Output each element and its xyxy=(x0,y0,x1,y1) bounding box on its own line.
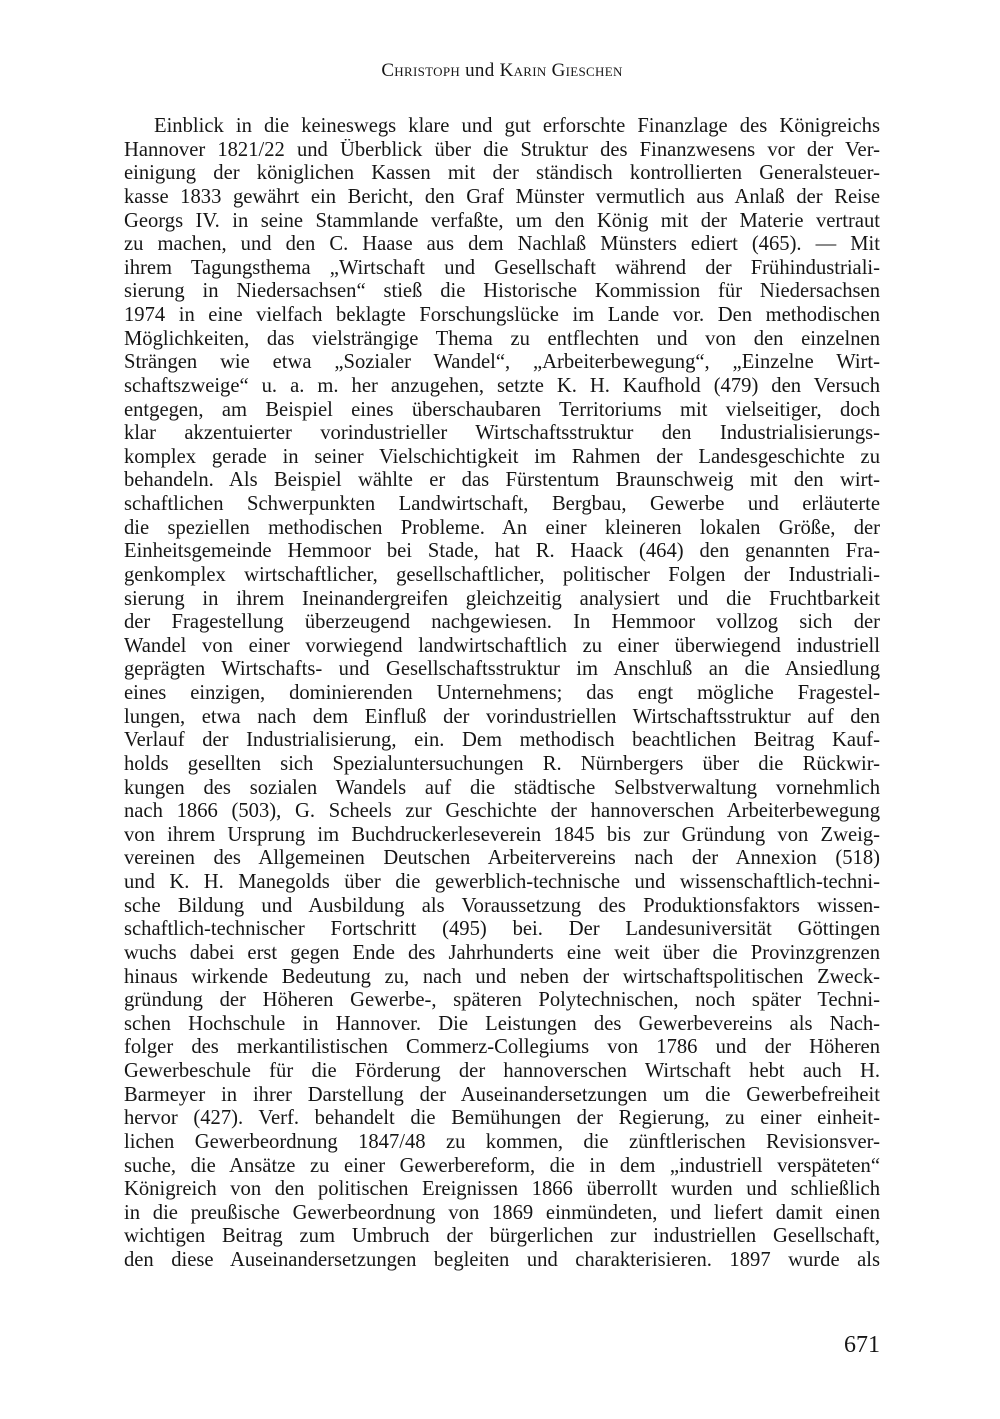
text-line: kasse 1833 gewährt ein Bericht, den Graf Münster vermutlich aus Anlaß der Reise xyxy=(124,185,880,208)
text-line: sche Bildung und Ausbildung als Voraussetzung des Produktionsfaktors wissen- xyxy=(124,894,880,917)
text-line: Wandel von einer vorwiegend landwirtschaftlich zu einer überwiegend industriell xyxy=(124,634,880,657)
text-line: eines einzigen, dominierenden Unternehmens; das engt mögliche Fragestel- xyxy=(124,682,880,704)
text-line: nach 1866 (503), G. Scheels zur Geschichte der hannoverschen Arbeiterbewegung xyxy=(124,800,880,823)
text-line: hinaus wirkende Bedeutung zu, nach und neben der wirtschaftspolitischen Zweck- xyxy=(124,965,880,988)
text-line: ihrem Tagungsthema „Wirtschaft und Gesellschaft während der Frühindustriali- xyxy=(124,256,880,279)
running-head-author-b: Karin xyxy=(499,60,547,81)
text-line: Möglichkeiten, das vielsträngige Thema zu entflechten und von den einzelnen xyxy=(124,327,880,350)
text-line: der Fragestellung überzeugend nachgewiesen. In Hemmoor vollzog sich der xyxy=(124,611,880,634)
text-line: holds gesellten sich Spezialuntersuchungen R. Nürnbergers über die Rückwir- xyxy=(124,752,880,775)
text-line: vereinen des Allgemeinen Deutschen Arbeitervereins nach der Annexion (518) xyxy=(124,847,880,870)
text-line: lungen, etwa nach dem Einfluß der vorindustriellen Wirtschaftsstruktur auf den xyxy=(124,705,880,728)
text-line: Königreich von den politischen Ereignissen 1866 überrollt wurden und schließlich xyxy=(124,1178,880,1201)
text-line: folger des merkantilistischen Commerz-Collegiums von 1786 und der Höheren xyxy=(124,1036,880,1059)
text-line: wuchs dabei erst gegen Ende des Jahrhunderts eine weit über die Provinzgrenzen xyxy=(124,941,880,964)
text-line: Einheitsgemeinde Hemmoor bei Stade, hat R. Haack (464) den genannten Fra- xyxy=(124,540,880,563)
page-number: 671 xyxy=(844,1332,880,1358)
text-line: wichtigen Beitrag zum Umbruch der bürgerlichen zur industriellen Gesellschaft, xyxy=(124,1225,880,1248)
text-line: Barmeyer in ihrer Darstellung der Auseinandersetzungen um die Gewerbefreiheit xyxy=(124,1083,880,1106)
text-line: schen Hochschule in Hannover. Die Leistungen des Gewerbevereins als Nach- xyxy=(124,1012,880,1035)
text-line: einigung der königlichen Kassen mit der ständisch kontrollierten Generalsteuer- xyxy=(124,162,880,185)
running-head-surname: Gieschen xyxy=(551,60,623,81)
text-line: klar akzentuierter vorindustrieller Wirtschaftsstruktur den Industrialisierungs- xyxy=(124,422,880,445)
text-line: entgegen, am Beispiel eines überschaubaren Territoriums mit vielseitiger, doch xyxy=(124,398,880,421)
text-line: lichen Gewerbeordnung 1847/48 zu kommen, die zünftlerischen Revisionsver- xyxy=(124,1130,880,1153)
text-line: sierung in ihrem Ineinandergreifen gleichzeitig analysiert und die Fruchtbarkeit xyxy=(124,587,880,610)
text-line: zu machen, und den C. Haase aus dem Nachlaß Münsters ediert (465). — Mit xyxy=(124,233,880,256)
text-line: in die preußische Gewerbeordnung von 1869 einmündeten, und liefert damit einen xyxy=(124,1201,880,1224)
text-line: die speziellen methodischen Probleme. An einer kleineren lokalen Größe, der xyxy=(124,516,880,539)
text-line: Strängen wie etwa „Sozialer Wandel“, „Arbeiterbewegung“, „Einzelne Wirt- xyxy=(124,351,880,374)
text-line: Verlauf der Industrialisierung, ein. Dem methodisch beachtlichen Beitrag Kauf- xyxy=(124,729,880,752)
running-head-connector: und xyxy=(465,60,495,81)
text-line: behandeln. Als Beispiel wählte er das Fürstentum Braunschweig mit den wirt- xyxy=(124,469,880,492)
text-line: geprägten Wirtschafts- und Gesellschaftsstruktur im Anschluß an die Ansiedlung xyxy=(124,658,880,681)
text-line: Einblick in die keineswegs klare und gut erforschte Finanzlage des Königreichs xyxy=(154,115,880,137)
text-line: hervor (427). Verf. behandelt die Bemühungen der Regierung, zu einer einheit- xyxy=(124,1107,880,1130)
text-line: schaftlichen Schwerpunkten Landwirtschaft, Bergbau, Gewerbe und erläuterte xyxy=(124,493,880,515)
text-line: komplex gerade in seiner Vielschichtigkeit im Rahmen der Landesgeschichte zu xyxy=(124,445,880,468)
running-head xyxy=(124,60,880,82)
text-line: von ihrem Ursprung im Buchdruckerleseverein 1845 bis zur Gründung von Zweig- xyxy=(124,823,880,846)
body-paragraph xyxy=(124,115,880,1273)
running-head-author-a: Christoph xyxy=(381,60,461,81)
text-line: genkomplex wirtschaftlicher, gesellschaftlicher, politischer Folgen der Industriali- xyxy=(124,563,880,586)
text-line: Georgs IV. in seine Stammlande verfaßte, um den König mit der Materie vertraut xyxy=(124,209,880,232)
text-line: suche, die Ansätze zu einer Gewerbereform, die in dem „industriell verspäteten“ xyxy=(124,1154,880,1177)
text-line: Gewerbeschule für die Förderung der hannoverschen Wirtschaft hebt auch H. xyxy=(124,1060,880,1082)
text-line: schaftlich-technischer Fortschritt (495) bei. Der Landesuniversität Göttingen xyxy=(124,918,880,941)
text-line: und K. H. Manegolds über die gewerblich-technische und wissenschaftlich-techni- xyxy=(124,871,880,893)
text-line: sierung in Niedersachsen“ stieß die Historische Kommission für Niedersachsen xyxy=(124,280,880,303)
text-line: Hannover 1821/22 und Überblick über die Struktur des Finanzwesens vor der Ver- xyxy=(124,138,880,161)
text-line: 1974 in eine vielfach beklagte Forschungslücke im Lande vor. Den methodischen xyxy=(124,304,880,326)
text-line: schaftszweige“ u. a. m. her anzugehen, setzte K. H. Kaufhold (479) den Versuch xyxy=(124,374,880,397)
text-line: gründung der Höheren Gewerbe-, späteren Polytechnischen, noch später Techni- xyxy=(124,989,880,1012)
text-line: kungen des sozialen Wandels auf die städtische Selbstverwaltung vornehmlich xyxy=(124,776,880,799)
text-line: den diese Auseinandersetzungen begleiten und charakterisieren. 1897 wurde als xyxy=(124,1249,880,1271)
